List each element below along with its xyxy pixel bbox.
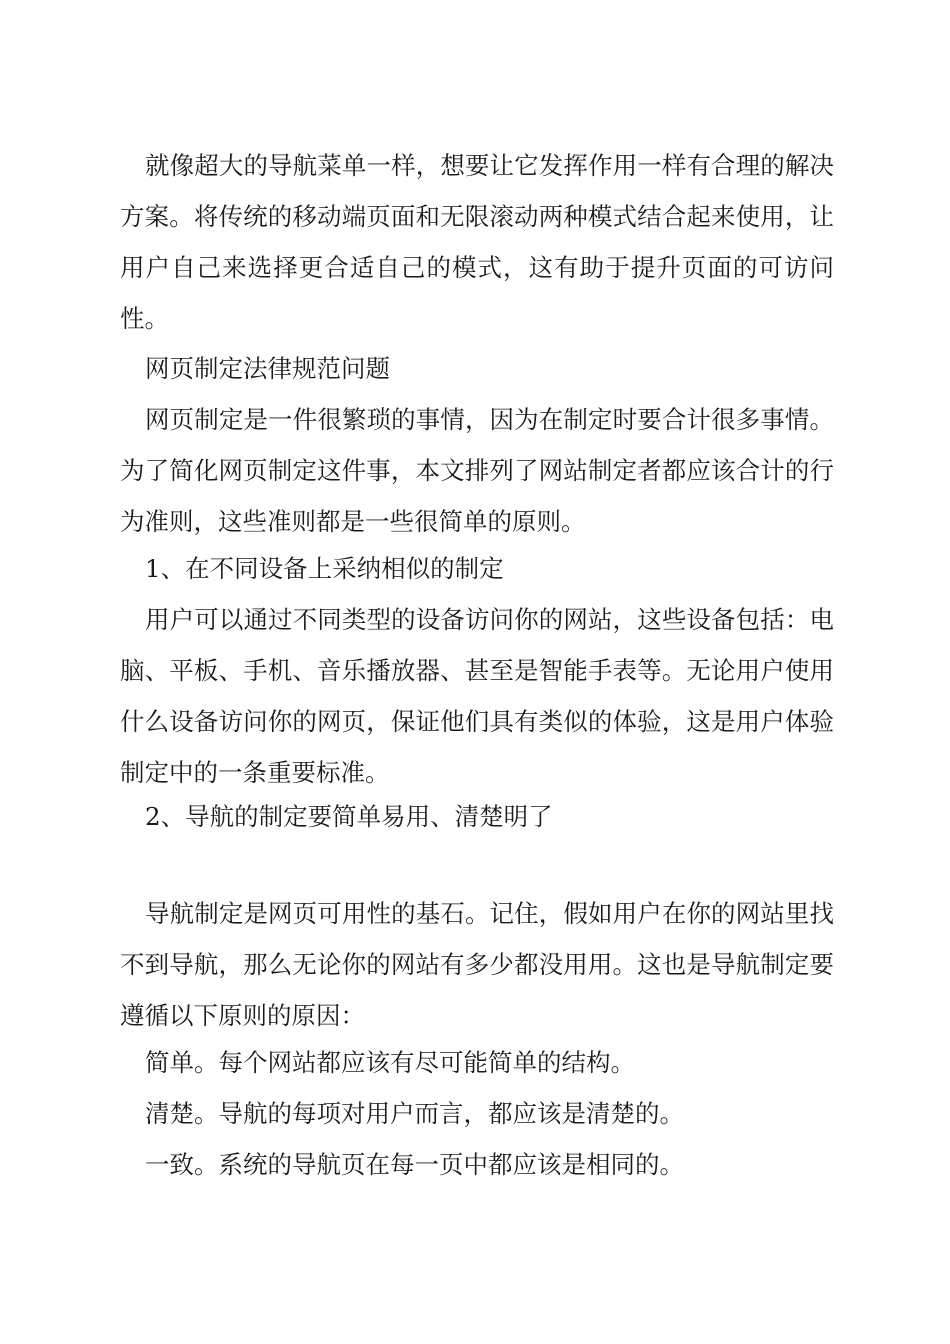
list-item-clear: 清楚。导航的每项对用户而言，都应该是清楚的。 [145,1099,684,1128]
list-item-consistent: 一致。系统的导航页在每一页中都应该是相同的。 [145,1150,684,1179]
list-item-simple: 简单。每个网站都应该有尽可能简单的结构。 [145,1048,635,1077]
paragraph-design-intro: 网页制定是一件很繁琐的事情，因为在制定时要合计很多事情。为了简化网页制定这件事，本文排列了网站制定者都应该合计的行为准则，这些准则都是一些很简单的原则。 [120,405,834,536]
heading-web-design-rules: 网页制定法律规范问题 [145,354,390,383]
paragraph-mega-menu: 就像超大的导航菜单一样，想要让它发挥作用一样有合理的解决方案。将传统的移动端页面和无限滚动两种模式结合起来使用，让用户自己来选择更合适自己的模式，这有助于提升页面的可访问性。 [120,151,834,333]
paragraph-devices: 用户可以通过不同类型的设备访问你的网站，这些设备包括：电脑、平板、手机、音乐播放器、甚至是智能手表等。无论用户使用什么设备访问你的网页，保证他们具有类似的体验，这是用户体验制定中的一条重要标准。 [120,605,834,787]
paragraph-navigation: 导航制定是网页可用性的基石。记住，假如用户在你的网站里找不到导航，那么无论你的网站有多少都没用用。这也是导航制定要遵循以下原则的原因： [120,899,834,1030]
heading-consistent-devices: 1、在不同设备上采纳相似的制定 [145,554,504,583]
heading-simple-navigation: 2、导航的制定要简单易用、清楚明了 [145,802,553,831]
